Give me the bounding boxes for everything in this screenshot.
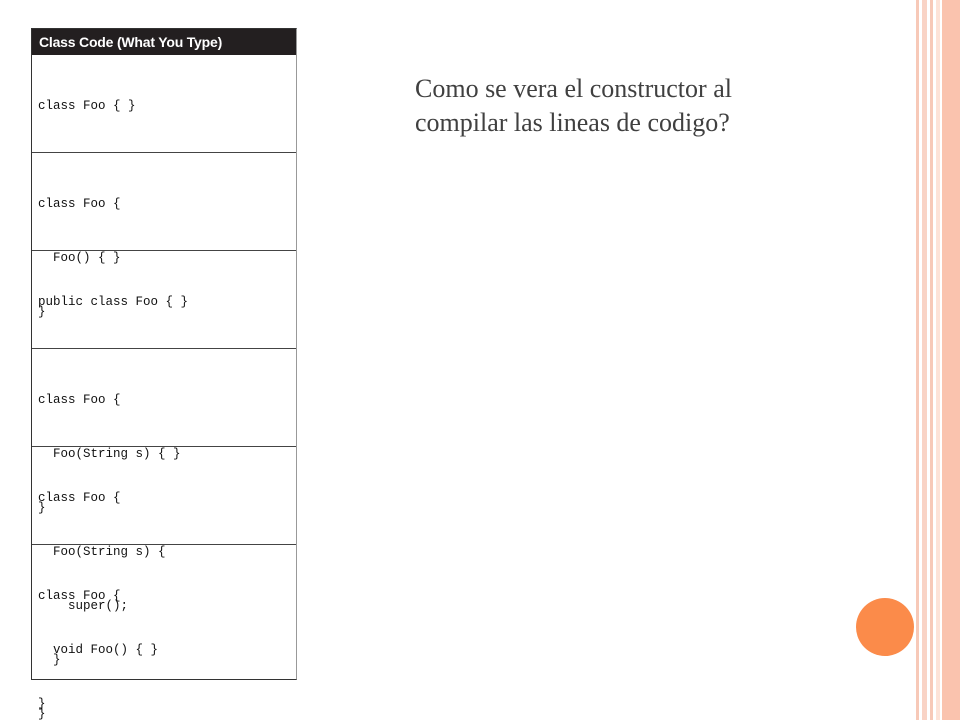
decorative-circle-icon bbox=[856, 598, 914, 656]
question-text bbox=[415, 72, 875, 140]
code-line: Foo(String s) { bbox=[38, 545, 166, 559]
code-line: } bbox=[38, 697, 46, 711]
code-line: class Foo { } bbox=[38, 99, 136, 113]
code-line: public class Foo { } bbox=[38, 295, 189, 309]
stripe bbox=[922, 0, 927, 720]
code-row-1 bbox=[32, 55, 296, 153]
stripe bbox=[930, 0, 933, 720]
stripe bbox=[936, 0, 940, 720]
code-line: class Foo { bbox=[38, 491, 121, 505]
question-line-2: compilar las lineas de codigo? bbox=[415, 108, 730, 137]
code-line: } bbox=[38, 707, 46, 720]
stripe bbox=[916, 0, 919, 720]
question-line-1: Como se vera el constructor al bbox=[415, 74, 732, 103]
code-line: class Foo { bbox=[38, 589, 121, 603]
code-line: class Foo { bbox=[38, 393, 121, 407]
stripe bbox=[942, 0, 960, 720]
code-line: } bbox=[38, 305, 46, 319]
code-line: class Foo { bbox=[38, 197, 121, 211]
code-line: Foo() { } bbox=[38, 251, 121, 265]
code-line: } bbox=[38, 653, 61, 667]
code-line: super(); bbox=[38, 599, 129, 613]
code-line: void Foo() { } bbox=[38, 643, 159, 657]
code-line: } bbox=[38, 501, 46, 515]
code-line: Foo(String s) { } bbox=[38, 447, 181, 461]
code-table bbox=[31, 28, 297, 720]
code-row-4 bbox=[32, 349, 296, 515]
decorative-stripes bbox=[916, 0, 960, 720]
table-header: Class Code (What You Type) bbox=[32, 29, 296, 55]
